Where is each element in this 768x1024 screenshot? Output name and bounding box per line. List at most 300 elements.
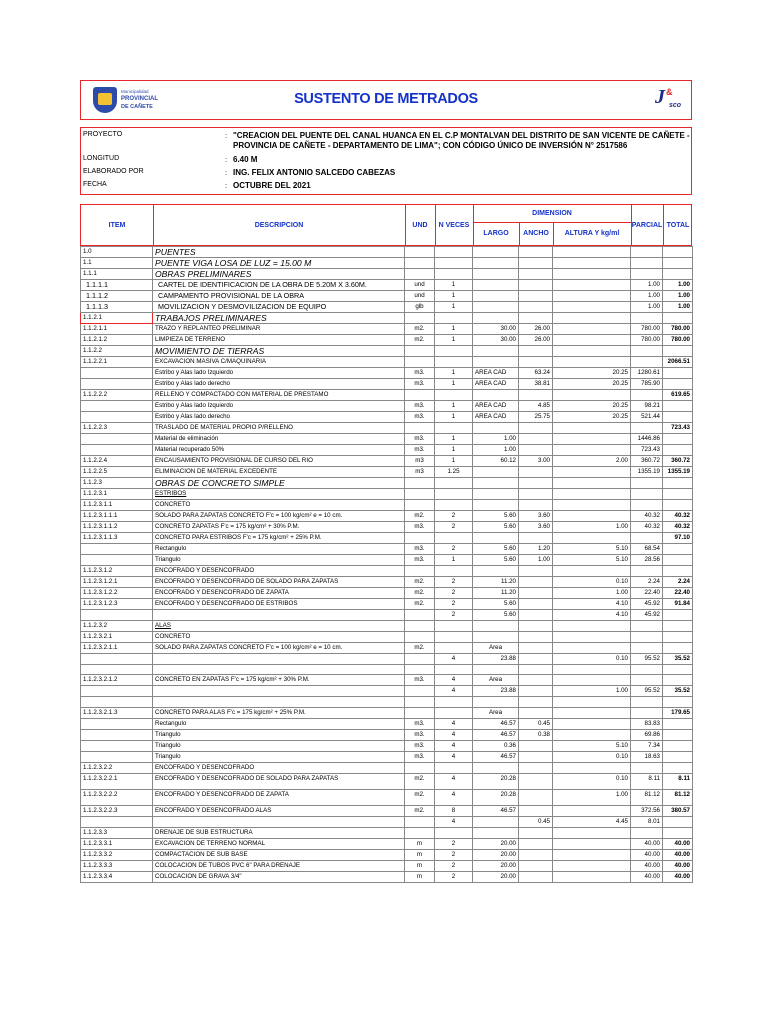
cell-total: 40.32 bbox=[663, 511, 693, 522]
cell-parcial: 95.52 bbox=[631, 654, 663, 665]
table-row bbox=[81, 324, 693, 335]
cell-ancho bbox=[519, 588, 553, 599]
cell-total: 40.00 bbox=[663, 860, 693, 871]
cell-und: m3. bbox=[405, 401, 435, 412]
cell-ancho bbox=[519, 849, 553, 860]
cell-nveces: 2 bbox=[435, 588, 473, 599]
cell-altura bbox=[553, 269, 631, 280]
cell-descripcion bbox=[153, 610, 405, 621]
cell-parcial bbox=[631, 247, 663, 258]
cell-und: m3. bbox=[405, 522, 435, 533]
cell-item bbox=[81, 751, 153, 762]
cell-und bbox=[405, 478, 435, 489]
cell-total bbox=[663, 675, 693, 686]
cell-und bbox=[405, 632, 435, 643]
cell-total: 97.10 bbox=[663, 533, 693, 544]
cell-total: 91.84 bbox=[663, 599, 693, 610]
cell-total bbox=[663, 762, 693, 773]
table-row bbox=[81, 871, 693, 882]
cell-descripcion: TRASLADO DE MATERIAL PROPIO P/RELLENO bbox=[153, 423, 405, 434]
cell-nveces: 2 bbox=[435, 577, 473, 588]
table-row bbox=[81, 718, 693, 729]
cell-descripcion: DRENAJE DE SUB ESTRUCTURA bbox=[153, 827, 405, 838]
cell-total bbox=[663, 434, 693, 445]
cell-nveces: 1 bbox=[435, 280, 473, 291]
cell-parcial: 45.92 bbox=[631, 610, 663, 621]
cell-descripcion: ENCOFRADO Y DESENCOFRADO bbox=[153, 762, 405, 773]
cell-nveces: 1 bbox=[435, 555, 473, 566]
longitud-value: 6.40 M bbox=[233, 155, 258, 164]
cell-altura bbox=[553, 335, 631, 346]
cell-item: 1.1.1 bbox=[81, 269, 153, 280]
table-row bbox=[81, 423, 693, 434]
cell-altura bbox=[553, 445, 631, 456]
cell-item bbox=[81, 654, 153, 665]
table-row bbox=[81, 577, 693, 588]
cell-largo: Area bbox=[473, 707, 519, 718]
cell-largo bbox=[473, 357, 519, 368]
cell-item: 1.1.2.3.2.1.3 bbox=[81, 707, 153, 718]
cell-ancho bbox=[519, 500, 553, 511]
cell-largo bbox=[473, 762, 519, 773]
cell-descripcion: ENCOFRADO Y DESENCOFRADO DE ESTRIBOS bbox=[153, 599, 405, 610]
table-row bbox=[81, 849, 693, 860]
cell-ancho: 0.45 bbox=[519, 718, 553, 729]
cell-ancho bbox=[519, 773, 553, 789]
cell-total bbox=[663, 697, 693, 707]
table-row bbox=[81, 740, 693, 751]
cell-item: 1.1.2.3.1.1 bbox=[81, 500, 153, 511]
cell-parcial bbox=[631, 827, 663, 838]
cell-descripcion: ALAS bbox=[153, 621, 405, 632]
cell-item: 1.1.2.1 bbox=[81, 313, 153, 324]
cell-nveces: 1 bbox=[435, 302, 473, 313]
cell-nveces: 1 bbox=[435, 379, 473, 390]
cell-parcial: 45.92 bbox=[631, 599, 663, 610]
cell-parcial: 22.40 bbox=[631, 588, 663, 599]
cell-und bbox=[405, 357, 435, 368]
cell-total: 1.00 bbox=[663, 302, 693, 313]
cell-altura bbox=[553, 291, 631, 302]
cell-nveces bbox=[435, 313, 473, 324]
cell-item bbox=[81, 740, 153, 751]
cell-altura bbox=[553, 707, 631, 718]
cell-altura: 5.10 bbox=[553, 555, 631, 566]
cell-largo: 11.20 bbox=[473, 588, 519, 599]
cell-ancho bbox=[519, 707, 553, 718]
cell-ancho bbox=[519, 789, 553, 805]
cell-altura: 5.10 bbox=[553, 544, 631, 555]
cell-descripcion: COLOCACION DE TUBOS PVC 6" PARA DRENAJE bbox=[153, 860, 405, 871]
cell-altura: 1.00 bbox=[553, 789, 631, 805]
table-row bbox=[81, 533, 693, 544]
cell-altura bbox=[553, 566, 631, 577]
cell-nveces: 1 bbox=[435, 434, 473, 445]
cell-total bbox=[663, 621, 693, 632]
cell-parcial: 1.00 bbox=[631, 302, 663, 313]
cell-parcial bbox=[631, 533, 663, 544]
cell-und: m3. bbox=[405, 544, 435, 555]
cell-total bbox=[663, 500, 693, 511]
cell-parcial: 68.54 bbox=[631, 544, 663, 555]
longitud-label: LONGITUD bbox=[83, 155, 120, 162]
cell-und: m3 bbox=[405, 456, 435, 467]
cell-item: 1.1.2.3.1.2 bbox=[81, 566, 153, 577]
cell-total: 780.00 bbox=[663, 335, 693, 346]
cell-largo: 20.00 bbox=[473, 860, 519, 871]
cell-descripcion: COLOCACION DE GRAVA 3/4" bbox=[153, 871, 405, 882]
cell-item bbox=[81, 555, 153, 566]
proyecto-label: PROYECTO bbox=[83, 131, 123, 138]
cell-altura bbox=[553, 247, 631, 258]
cell-ancho: 26.00 bbox=[519, 335, 553, 346]
cell-descripcion bbox=[153, 654, 405, 665]
cell-item: 1.1.2.3.2.2 bbox=[81, 762, 153, 773]
cell-und bbox=[405, 423, 435, 434]
cell-largo: 5.60 bbox=[473, 544, 519, 555]
cell-item: 1.1 bbox=[81, 258, 153, 269]
cell-descripcion: TRAZO Y REPLANTEO PRELIMINAR bbox=[153, 324, 405, 335]
table-row bbox=[81, 511, 693, 522]
colon: : bbox=[225, 131, 228, 140]
cell-total bbox=[663, 247, 693, 258]
cell-parcial bbox=[631, 566, 663, 577]
cell-item: 1.1.2.3.1.1.2 bbox=[81, 522, 153, 533]
cell-altura bbox=[553, 860, 631, 871]
cell-largo bbox=[473, 423, 519, 434]
cell-largo bbox=[473, 346, 519, 357]
cell-parcial bbox=[631, 675, 663, 686]
cell-item: 1.0 bbox=[81, 247, 153, 258]
cell-und bbox=[405, 247, 435, 258]
cell-altura bbox=[553, 280, 631, 291]
cell-ancho bbox=[519, 390, 553, 401]
cell-ancho: 63.24 bbox=[519, 368, 553, 379]
cell-ancho bbox=[519, 610, 553, 621]
cell-ancho bbox=[519, 269, 553, 280]
cell-item bbox=[81, 445, 153, 456]
cell-descripcion: Rectangulo bbox=[153, 544, 405, 555]
cell-item bbox=[81, 544, 153, 555]
table-row bbox=[81, 434, 693, 445]
cell-parcial bbox=[631, 313, 663, 324]
cell-nveces: 2 bbox=[435, 610, 473, 621]
cell-parcial: 2.24 bbox=[631, 577, 663, 588]
cell-total: 179.65 bbox=[663, 707, 693, 718]
cell-largo: AREA CAD bbox=[473, 401, 519, 412]
cell-parcial: 1.00 bbox=[631, 291, 663, 302]
col-descripcion: DESCRIPCION bbox=[254, 221, 304, 229]
cell-item: 1.1.2.2.5 bbox=[81, 467, 153, 478]
cell-parcial: 1280.61 bbox=[631, 368, 663, 379]
cell-und: m3. bbox=[405, 379, 435, 390]
cell-item bbox=[81, 697, 153, 707]
cell-altura bbox=[553, 871, 631, 882]
cell-descripcion: LIMPIEZA DE TERRENO bbox=[153, 335, 405, 346]
cell-ancho bbox=[519, 489, 553, 500]
cell-largo: AREA CAD bbox=[473, 368, 519, 379]
cell-ancho bbox=[519, 577, 553, 588]
cell-und: m3. bbox=[405, 555, 435, 566]
cell-item bbox=[81, 665, 153, 675]
table-row bbox=[81, 675, 693, 686]
table-row bbox=[81, 654, 693, 665]
cell-altura: 4.45 bbox=[553, 816, 631, 827]
cell-item: 1.1.1.3 bbox=[81, 302, 153, 313]
cell-item bbox=[81, 729, 153, 740]
cell-und: m3. bbox=[405, 434, 435, 445]
cell-und bbox=[405, 686, 435, 697]
cell-total bbox=[663, 610, 693, 621]
colon: : bbox=[225, 155, 228, 164]
cell-parcial: 780.00 bbox=[631, 335, 663, 346]
table-row bbox=[81, 346, 693, 357]
cell-item: 1.1.2.3.2.2.1 bbox=[81, 773, 153, 789]
cell-ancho bbox=[519, 346, 553, 357]
cell-und: m bbox=[405, 871, 435, 882]
cell-und: m3 bbox=[405, 467, 435, 478]
cell-altura bbox=[553, 729, 631, 740]
cell-descripcion: Estribo y Alas lado Izquierdo bbox=[153, 368, 405, 379]
table-row bbox=[81, 555, 693, 566]
cell-nveces: 1.25 bbox=[435, 467, 473, 478]
cell-parcial: 1355.19 bbox=[631, 467, 663, 478]
cell-parcial: 780.00 bbox=[631, 324, 663, 335]
company-logo bbox=[655, 84, 685, 116]
cell-altura bbox=[553, 313, 631, 324]
cell-ancho bbox=[519, 533, 553, 544]
cell-ancho bbox=[519, 686, 553, 697]
cell-item: 1.1.2.3.1 bbox=[81, 489, 153, 500]
cell-nveces bbox=[435, 827, 473, 838]
cell-nveces bbox=[435, 269, 473, 280]
cell-descripcion: CARTEL DE IDENTIFICACION DE LA OBRA DE 5.20M X 3.60M. bbox=[153, 280, 405, 291]
cell-ancho: 3.00 bbox=[519, 456, 553, 467]
cell-total bbox=[663, 368, 693, 379]
cell-altura bbox=[553, 346, 631, 357]
cell-nveces: 1 bbox=[435, 445, 473, 456]
cell-nveces: 4 bbox=[435, 816, 473, 827]
cell-und: m bbox=[405, 860, 435, 871]
cell-altura bbox=[553, 357, 631, 368]
table-row bbox=[81, 860, 693, 871]
cell-und: m3. bbox=[405, 729, 435, 740]
cell-total: 380.57 bbox=[663, 805, 693, 816]
cell-parcial bbox=[631, 643, 663, 654]
cell-nveces bbox=[435, 390, 473, 401]
cell-ancho bbox=[519, 621, 553, 632]
cell-und: m2. bbox=[405, 588, 435, 599]
cell-und bbox=[405, 762, 435, 773]
cell-largo bbox=[473, 621, 519, 632]
cell-largo: 1.00 bbox=[473, 445, 519, 456]
cell-ancho: 1.20 bbox=[519, 544, 553, 555]
cell-largo: 30.00 bbox=[473, 335, 519, 346]
table-row bbox=[81, 357, 693, 368]
cell-parcial bbox=[631, 621, 663, 632]
cell-und: m3. bbox=[405, 445, 435, 456]
cell-descripcion bbox=[153, 686, 405, 697]
cell-largo bbox=[473, 827, 519, 838]
cell-descripcion: OBRAS DE CONCRETO SIMPLE bbox=[153, 478, 405, 489]
cell-nveces bbox=[435, 621, 473, 632]
cell-total bbox=[663, 269, 693, 280]
cell-item: 1.1.2.1.2 bbox=[81, 335, 153, 346]
cell-largo: 5.60 bbox=[473, 555, 519, 566]
table-row bbox=[81, 632, 693, 643]
cell-parcial bbox=[631, 500, 663, 511]
cell-nveces: 2 bbox=[435, 838, 473, 849]
cell-total: 780.00 bbox=[663, 324, 693, 335]
table-row bbox=[81, 827, 693, 838]
logo-line-3: DE CAÑETE bbox=[121, 104, 153, 110]
cell-altura: 20.25 bbox=[553, 401, 631, 412]
cell-ancho bbox=[519, 860, 553, 871]
cell-total: 1.00 bbox=[663, 280, 693, 291]
cell-ancho bbox=[519, 643, 553, 654]
cell-largo: 0.36 bbox=[473, 740, 519, 751]
cell-total bbox=[663, 478, 693, 489]
table-row bbox=[81, 291, 693, 302]
cell-item: 1.1.1.1 bbox=[81, 280, 153, 291]
cell-nveces: 2 bbox=[435, 871, 473, 882]
cell-descripcion: Rectangulo bbox=[153, 718, 405, 729]
col-total: TOTAL bbox=[666, 221, 690, 229]
cell-descripcion: ENCOFRADO Y DESENCOFRADO DE SOLADO PARA ZAPATAS bbox=[153, 577, 405, 588]
cell-altura bbox=[553, 434, 631, 445]
cell-altura bbox=[553, 423, 631, 434]
cell-ancho bbox=[519, 665, 553, 675]
cell-ancho bbox=[519, 762, 553, 773]
cell-parcial: 40.32 bbox=[631, 511, 663, 522]
cell-parcial: 785.90 bbox=[631, 379, 663, 390]
cell-parcial bbox=[631, 269, 663, 280]
cell-und: m2. bbox=[405, 773, 435, 789]
cell-parcial: 1446.86 bbox=[631, 434, 663, 445]
cell-largo: 20.00 bbox=[473, 871, 519, 882]
cell-und bbox=[405, 533, 435, 544]
cell-item: 1.1.2.2.2 bbox=[81, 390, 153, 401]
cell-und bbox=[405, 697, 435, 707]
cell-item: 1.1.2.3.1.2.1 bbox=[81, 577, 153, 588]
table-row bbox=[81, 478, 693, 489]
cell-ancho: 3.60 bbox=[519, 511, 553, 522]
cell-ancho bbox=[519, 280, 553, 291]
cell-ancho bbox=[519, 302, 553, 313]
cell-largo bbox=[473, 533, 519, 544]
cell-und: m2. bbox=[405, 335, 435, 346]
cell-nveces: 1 bbox=[435, 412, 473, 423]
cell-ancho bbox=[519, 632, 553, 643]
cell-descripcion: Estribo y Alas lado Izquierdo bbox=[153, 401, 405, 412]
cell-item: 1.1.2.3.3 bbox=[81, 827, 153, 838]
cell-und: m bbox=[405, 838, 435, 849]
cell-item: 1.1.2.3.3.3 bbox=[81, 860, 153, 871]
cell-altura: 1.00 bbox=[553, 522, 631, 533]
cell-item: 1.1.2.3.3.4 bbox=[81, 871, 153, 882]
cell-parcial: 40.00 bbox=[631, 860, 663, 871]
cell-item: 1.1.2.3.2.2.3 bbox=[81, 805, 153, 816]
cell-altura bbox=[553, 500, 631, 511]
cell-und bbox=[405, 489, 435, 500]
cell-parcial bbox=[631, 346, 663, 357]
cell-parcial: 95.52 bbox=[631, 686, 663, 697]
cell-nveces: 2 bbox=[435, 849, 473, 860]
cell-nveces bbox=[435, 489, 473, 500]
cell-altura bbox=[553, 838, 631, 849]
cell-parcial bbox=[631, 478, 663, 489]
cell-altura: 0.10 bbox=[553, 577, 631, 588]
company-logo-amp: & bbox=[666, 87, 673, 97]
cell-parcial: 40.00 bbox=[631, 871, 663, 882]
cell-item: 1.1.2.2.4 bbox=[81, 456, 153, 467]
cell-altura bbox=[553, 675, 631, 686]
cell-descripcion: EXCAVACION DE TERRENO NORMAL bbox=[153, 838, 405, 849]
cell-nveces: 1 bbox=[435, 324, 473, 335]
cell-nveces: 1 bbox=[435, 291, 473, 302]
cell-nveces bbox=[435, 707, 473, 718]
cell-largo bbox=[473, 258, 519, 269]
cell-largo: 23.88 bbox=[473, 686, 519, 697]
colon: : bbox=[225, 181, 228, 190]
cell-item bbox=[81, 610, 153, 621]
cell-und: glb bbox=[405, 302, 435, 313]
cell-descripcion: Material de eliminación bbox=[153, 434, 405, 445]
cell-parcial: 723.43 bbox=[631, 445, 663, 456]
cell-nveces bbox=[435, 566, 473, 577]
table-row bbox=[81, 773, 693, 789]
table-row bbox=[81, 247, 693, 258]
cell-item: 1.1.1.2 bbox=[81, 291, 153, 302]
cell-ancho bbox=[519, 313, 553, 324]
cell-descripcion: CONCRETO PARA ALAS F'c = 175 kg/cm² + 25% P.M. bbox=[153, 707, 405, 718]
cell-total bbox=[663, 412, 693, 423]
cell-ancho bbox=[519, 434, 553, 445]
cell-item: 1.1.2.3.2.1 bbox=[81, 632, 153, 643]
cell-descripcion: Triangulo bbox=[153, 751, 405, 762]
cell-und: und bbox=[405, 291, 435, 302]
cell-altura bbox=[553, 478, 631, 489]
table-row bbox=[81, 643, 693, 654]
cell-nveces bbox=[435, 533, 473, 544]
cell-und bbox=[405, 816, 435, 827]
cell-total bbox=[663, 379, 693, 390]
col-parcial: PARCIAL bbox=[631, 221, 663, 229]
cell-descripcion: SOLADO PARA ZAPATAS CONCRETO F'c = 100 kg/cm² e = 10 cm. bbox=[153, 511, 405, 522]
cell-total bbox=[663, 740, 693, 751]
cell-nveces: 4 bbox=[435, 751, 473, 762]
cell-altura bbox=[553, 849, 631, 860]
cell-item bbox=[81, 686, 153, 697]
cell-ancho: 3.60 bbox=[519, 522, 553, 533]
cell-parcial: 521.44 bbox=[631, 412, 663, 423]
cell-item: 1.1.2.3.2 bbox=[81, 621, 153, 632]
cell-ancho bbox=[519, 423, 553, 434]
cell-parcial: 360.72 bbox=[631, 456, 663, 467]
cell-nveces: 2 bbox=[435, 860, 473, 871]
cell-parcial: 83.83 bbox=[631, 718, 663, 729]
cell-altura: 0.10 bbox=[553, 654, 631, 665]
cell-ancho bbox=[519, 357, 553, 368]
cell-descripcion: CONCRETO PARA ESTRIBOS F'c = 175 kg/cm² + 25% P.M. bbox=[153, 533, 405, 544]
cell-parcial bbox=[631, 762, 663, 773]
cell-ancho bbox=[519, 654, 553, 665]
cell-total: 40.00 bbox=[663, 838, 693, 849]
cell-parcial bbox=[631, 258, 663, 269]
cell-largo bbox=[473, 467, 519, 478]
cell-largo: 11.20 bbox=[473, 577, 519, 588]
cell-largo bbox=[473, 291, 519, 302]
